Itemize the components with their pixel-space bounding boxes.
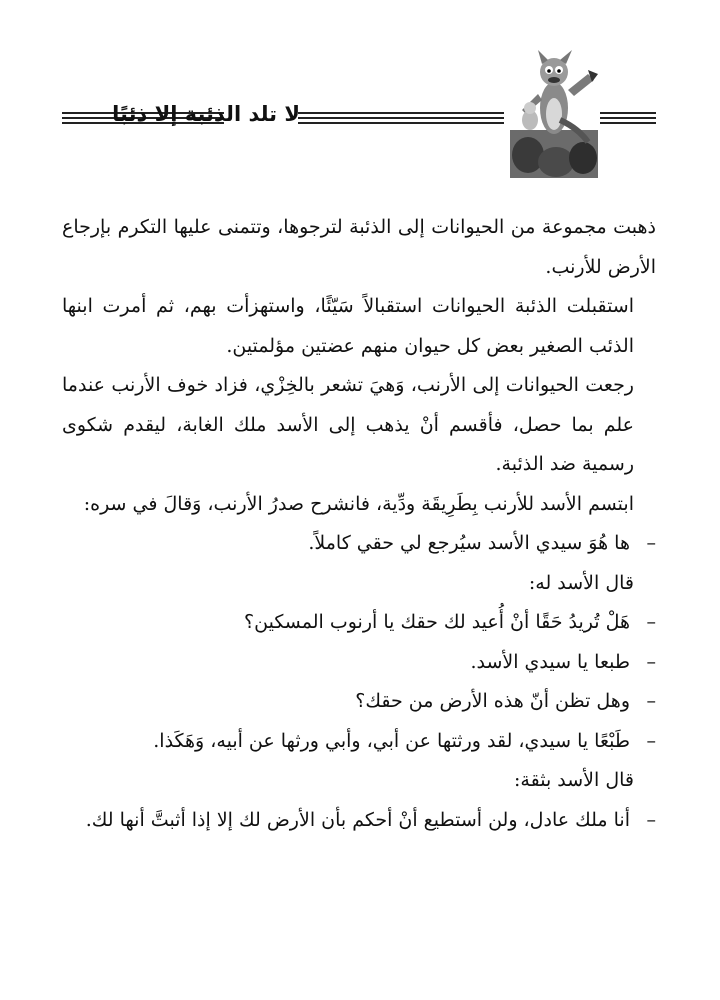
paragraph: ذهبت مجموعة من الحيوانات إلى الذئبة لترجوها، وتتمنى عليها التكرم بإرجاع الأرض للأرنب.	[62, 216, 656, 278]
dash-mark: –	[646, 808, 656, 831]
dialogue-text: ها هُوَ سيدي الأسد سيُرجع لي حقي كاملاً.	[308, 532, 630, 554]
dialogue-line	[62, 682, 656, 722]
paragraph: رجعت الحيوانات إلى الأرنب، وَهيَ تشعر بالخِزْي، فزاد خوف الأرنب عندما علم بما حصل، فأقسم أنْ يذهب إلى الأسد ملك الغابة، ليقدم شكوى رسمية ضد الذئبة.	[62, 374, 634, 475]
dash-mark: –	[646, 611, 656, 633]
chapter-title: لا تلد الذئبة إلا ذئبًا	[112, 102, 300, 126]
paragraph: استقبلت الذئبة الحيوانات استقبالاً سَيّئًا، واستهزأت بهم، ثم أمرت ابنها الذئب الصغير بعض كل حيوان منهم عضتين مؤلمتين.	[62, 295, 634, 357]
dialogue-text: أنا ملك عادل، ولن أستطيع أنْ أحكم بأن الأرض لك إلا إذا أثبتَّ أنها لك.	[85, 808, 630, 831]
dialogue-line	[62, 801, 656, 841]
chapter-title-wrap	[60, 102, 510, 138]
dash-mark: –	[646, 650, 656, 673]
story-text	[62, 208, 656, 840]
decorative-rule-right	[600, 112, 656, 126]
dash-mark: –	[646, 729, 656, 752]
paragraph: ابتسم الأسد للأرنب بِطَرِيقَة ودِّية، فانشرح صدرُ الأرنب، وَقالَ في سره:	[83, 492, 634, 515]
dialogue-text: طبعا يا سيدي الأسد.	[470, 650, 630, 673]
speaker-label: قال الأسد له:	[528, 571, 634, 594]
dialogue-line	[62, 524, 656, 564]
dialogue-text: طَبْعًا يا سيدي، لقد ورثتها عن أبي، وأبي ورثها عن أبيه، وَهَكَذا.	[153, 729, 630, 752]
dialogue-line	[62, 643, 656, 683]
dialogue-text: هَلْ تُريدُ حَقًا أنْ أُعيد لك حقك يا أرنوب المسكين؟	[244, 611, 630, 633]
dash-mark: –	[646, 690, 656, 712]
cartoon-wolf-illustration	[508, 50, 600, 180]
dialogue-line	[62, 722, 656, 762]
dialogue-text: وهل تظن أنّ هذه الأرض من حقك؟	[355, 690, 630, 712]
dash-mark: –	[646, 532, 656, 554]
dialogue-line	[62, 603, 656, 643]
speaker-label: قال الأسد بثقة:	[514, 769, 634, 791]
chapter-header	[0, 50, 720, 190]
